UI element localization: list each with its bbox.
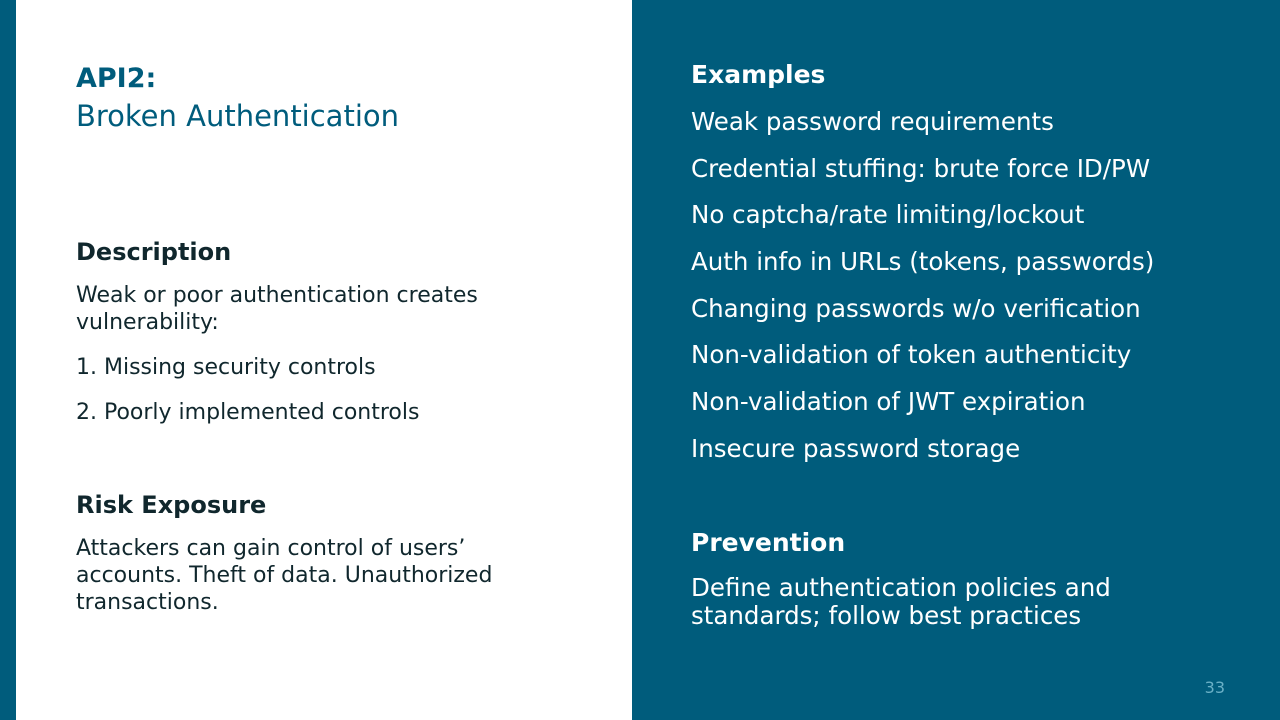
risk-section xyxy=(76,489,596,616)
left-panel xyxy=(16,0,632,720)
page-number: 33 xyxy=(1204,678,1225,697)
example-item: Weak password requirements xyxy=(691,107,1054,136)
examples-section xyxy=(691,58,1251,465)
example-item: Non-validation of JWT expiration xyxy=(691,387,1086,417)
description-item: 1. Missing security controls xyxy=(76,355,376,380)
example-item: Insecure password storage xyxy=(691,433,1021,463)
description-heading: Description xyxy=(76,238,232,266)
example-item: Non-validation of token authenticity xyxy=(691,340,1132,370)
prevention-text: Define authentication policies and standards; follow best practices xyxy=(691,573,1111,630)
description-section xyxy=(76,236,596,426)
title-name: Broken Authentication xyxy=(76,99,400,133)
example-item: No captcha/rate limiting/lockout xyxy=(691,200,1085,230)
example-item: Auth info in URLs (tokens, passwords) xyxy=(691,247,1155,277)
left-edge-bar xyxy=(0,0,16,720)
slide-title xyxy=(76,62,399,136)
example-item: Credential stuffing: brute force ID/PW xyxy=(691,153,1151,183)
prevention-section xyxy=(691,526,1251,630)
prevention-heading: Prevention xyxy=(691,528,846,557)
title-code: API2: xyxy=(76,63,157,94)
risk-heading: Risk Exposure xyxy=(76,491,267,519)
description-item: 2. Poorly implemented controls xyxy=(76,400,420,425)
examples-heading: Examples xyxy=(691,60,826,89)
example-item: Changing passwords w/o verification xyxy=(691,293,1141,323)
right-panel xyxy=(632,0,1280,720)
description-text: Weak or poor authentication creates vulnerability: xyxy=(76,283,478,335)
risk-text: Attackers can gain control of users’ accounts. Theft of data. Unauthorized transactions. xyxy=(76,536,493,615)
